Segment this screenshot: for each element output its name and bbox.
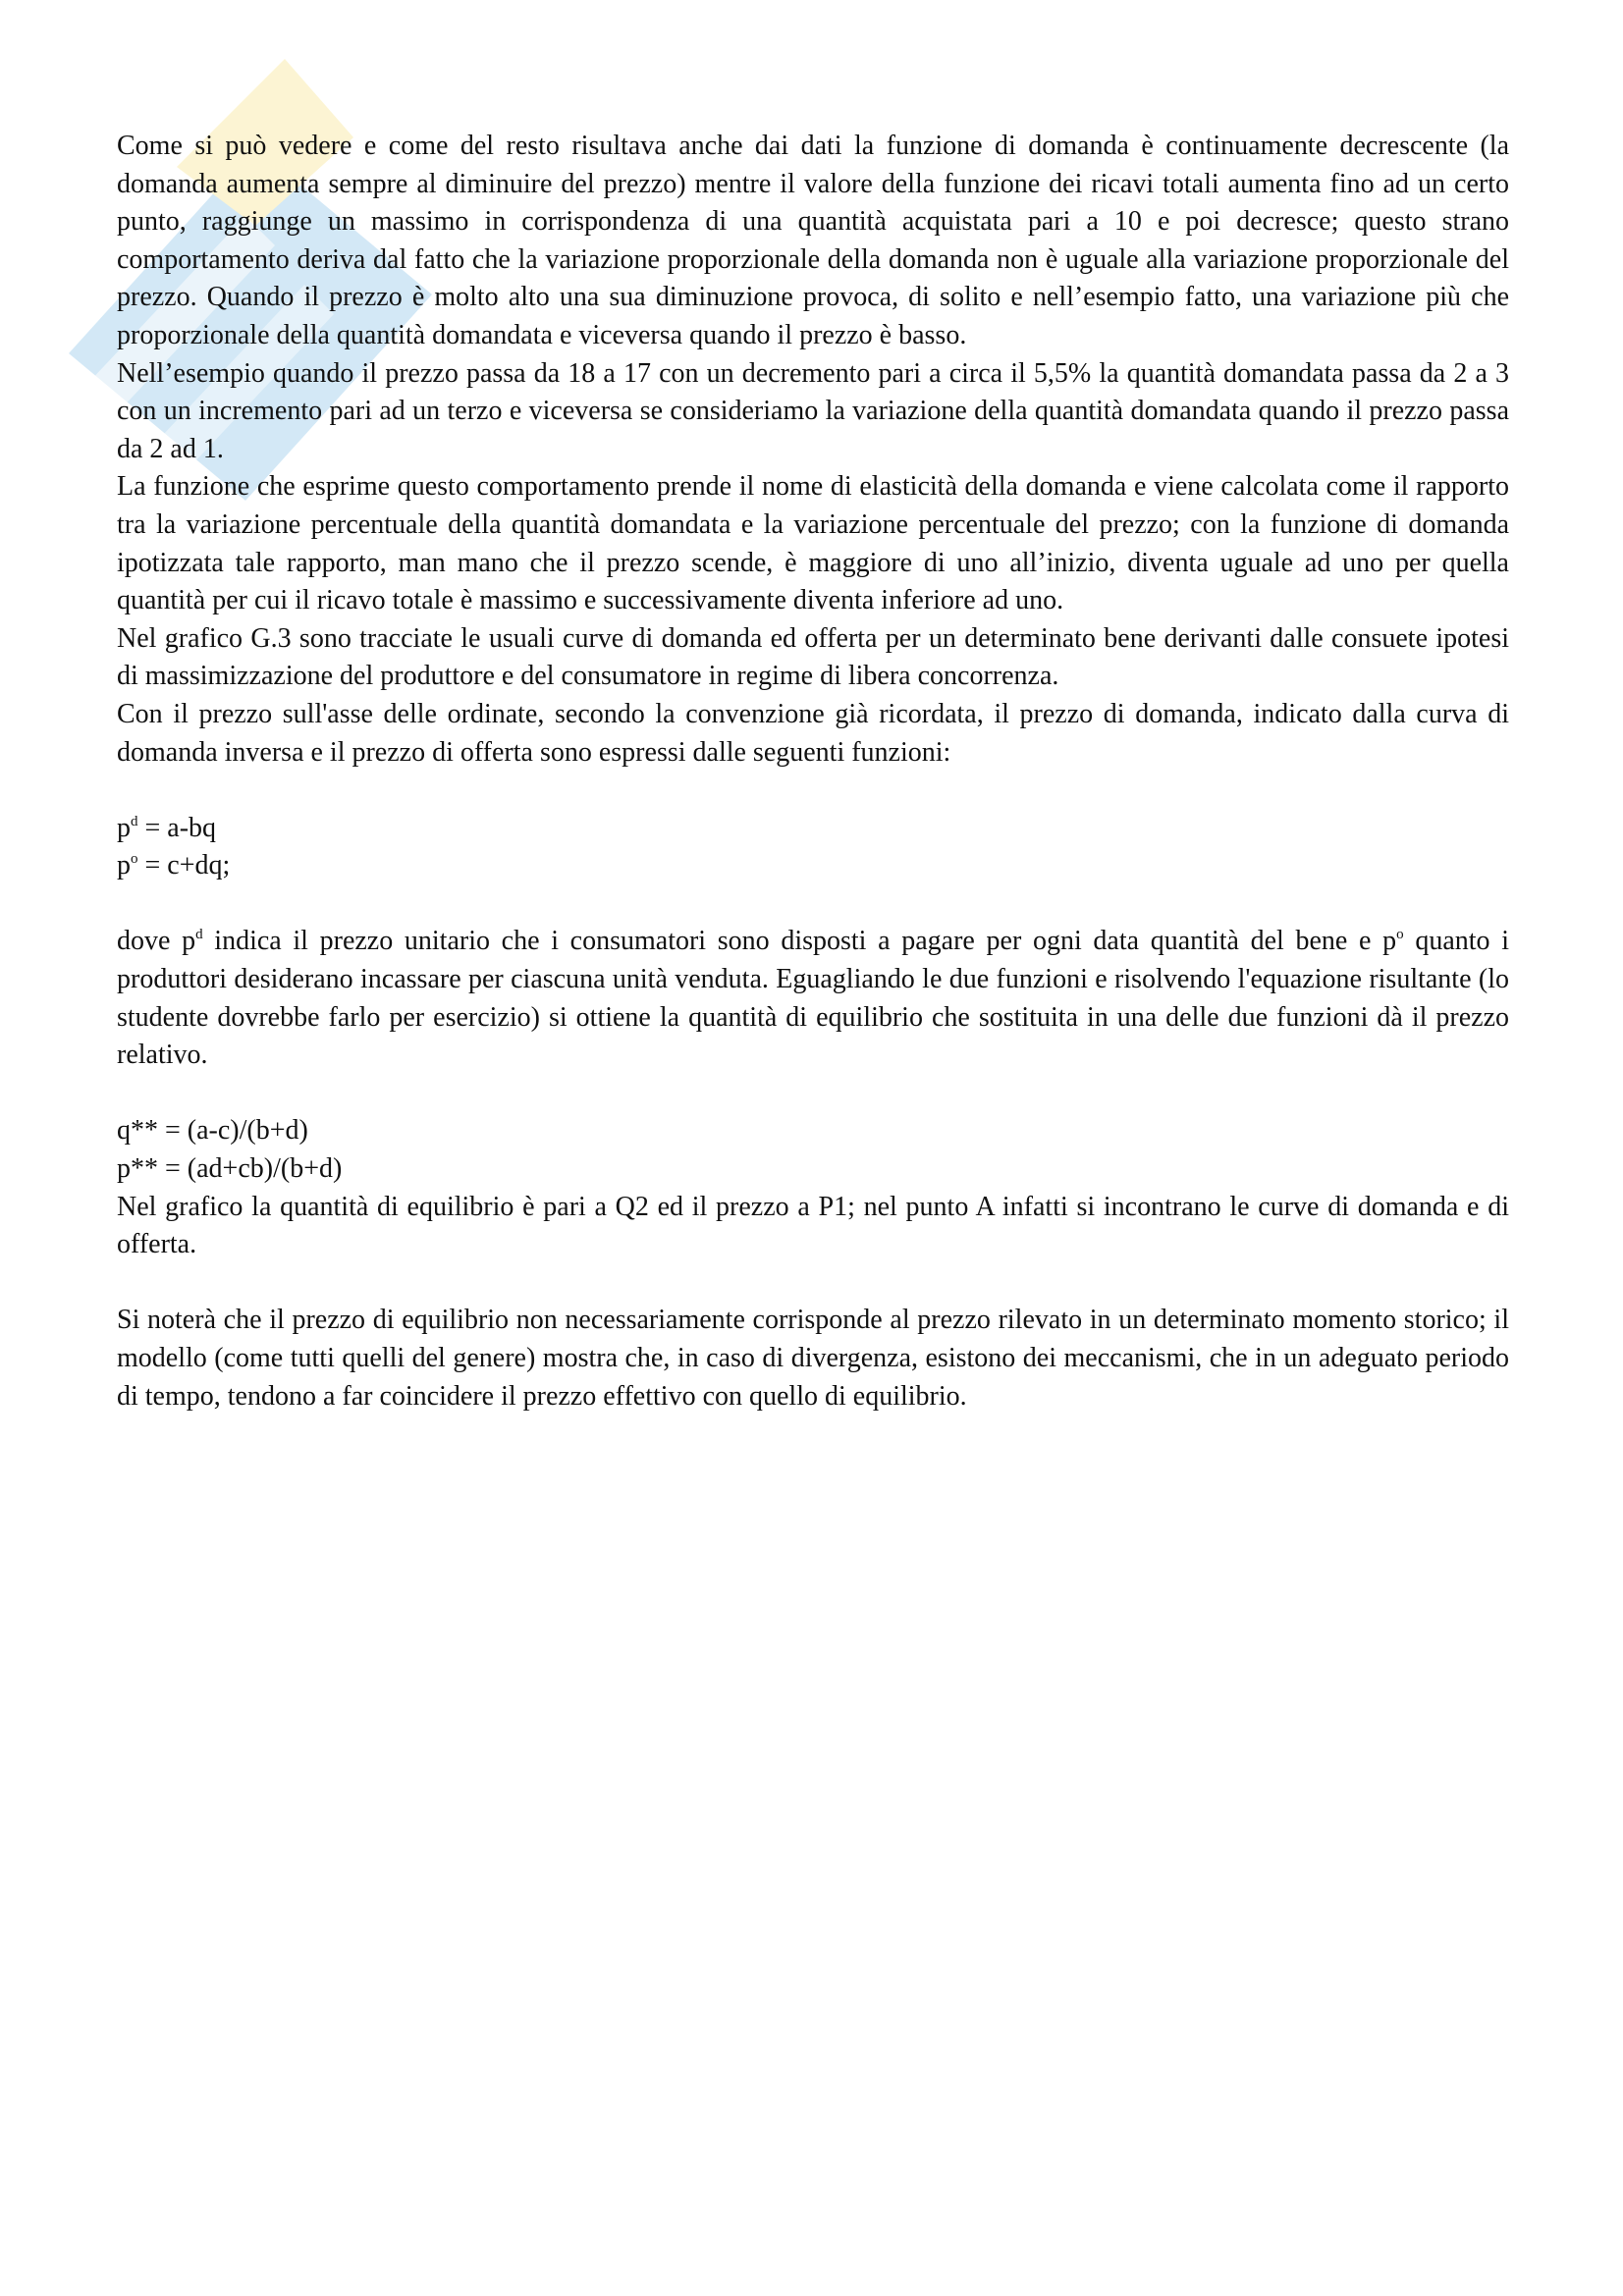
spacer xyxy=(117,1264,1509,1303)
dove-sup2: o xyxy=(1396,927,1404,943)
paragraph-price-axis: Con il prezzo sull'asse delle ordinate, secondo la convenzione già ricordata, il prezzo di domanda, indicato dalla curva di domanda inversa e il prezzo di offerta sono espressi dalle seguenti funzioni: xyxy=(117,698,1509,768)
dove-part3: quanto i produttori desiderano incassare per ciascuna unità venduta. Eguagliando le due funzioni e risolvendo l'equazione risultante (lo studente dovrebbe farlo per esercizio) si ottiene la quantità di equilibrio che sostituita in una delle due funzioni dà il prezzo relativo. xyxy=(117,926,1509,1071)
formula-demand-rest: = a-bq xyxy=(137,812,217,843)
formula-demand-price xyxy=(117,810,1509,848)
paragraph-elasticity: La funzione che esprime questo comportamento prende il nome di elasticità della domanda e viene calcolata come il rapporto tra la variazione percentuale della quantità domandata e la variazione percentuale del prezzo; con la funzione di domanda ipotizzata tale rapporto, man mano che il prezzo scende, è maggiore di uno all’inizio, diventa uguale ad uno per quella quantità per cui il ricavo totale è massimo e successivamente diventa inferiore ad uno. xyxy=(117,471,1509,616)
dove-part2: indica il prezzo unitario che i consumatori sono disposti a pagare per ogni data quantità del bene e p xyxy=(202,926,1397,957)
formula-supply-price xyxy=(117,847,1509,885)
formula-demand-base: p xyxy=(117,812,131,843)
formula-supply-sup: o xyxy=(131,851,138,868)
paragraph-graph-g3: Nel grafico G.3 sono tracciate le usuali curve di domanda ed offerta per un determinato bene derivanti dalle consuete ipotesi di massimizzazione del produttore e del consumatore in regime di libera concorrenza. xyxy=(117,622,1509,692)
spacer xyxy=(117,772,1509,810)
formula-equilibrium-price: p** = (ad+cb)/(b+d) xyxy=(117,1153,343,1185)
dove-sup1: d xyxy=(195,927,203,943)
paragraph-example: Nell’esempio quando il prezzo passa da 18 a 17 con un decremento pari a circa il 5,5% la quantità domandata passa da 2 a 3 con un incremento pari ad un terzo e viceversa se consideriamo la variazione della quantità domandata quando il prezzo passa da 2 ad 1. xyxy=(117,357,1509,464)
paragraph-dove xyxy=(117,923,1509,1074)
document-body xyxy=(117,128,1509,1415)
formula-supply-rest: = c+dq; xyxy=(137,850,231,881)
paragraph-conclusion: Si noterà che il prezzo di equilibrio non necessariamente corrisponde al prezzo rilevato in un determinato momento storico; il modello (come tutti quelli del genere) mostra che, in caso di divergenza, esistono dei meccanismi, che in un adeguato periodo di tempo, tendono a far coincidere il prezzo effettivo con quello di equilibrio. xyxy=(117,1305,1509,1412)
paragraph-equilibrium-graph: Nel grafico la quantità di equilibrio è pari a Q2 ed il prezzo a P1; nel punto A infatti si incontrano le curve di domanda e di offerta. xyxy=(117,1191,1509,1260)
formula-equilibrium-quantity: q** = (a-c)/(b+d) xyxy=(117,1115,308,1147)
dove-part1: dove p xyxy=(117,926,196,957)
formula-supply-base: p xyxy=(117,850,131,881)
spacer xyxy=(117,885,1509,924)
spacer xyxy=(117,1075,1509,1113)
paragraph-demand-function: Come si può vedere e come del resto risultava anche dai dati la funzione di domanda è continuamente decrescente (la domanda aumenta sempre al diminuire del prezzo) mentre il valore della funzione dei ricavi totali aumenta fino ad un certo punto, raggiunge un massimo in corrispondenza di una quantità acquistata pari a 10 e poi decresce; questo strano comportamento deriva dal fatto che la variazione proporzionale della domanda non è uguale alla variazione proporzionale del prezzo. Quando il prezzo è molto alto una sua diminuzione provoca, di solito e nell’esempio fatto, una variazione più che proporzionale della quantità domandata e viceversa quando il prezzo è basso. xyxy=(117,131,1509,350)
formula-demand-sup: d xyxy=(131,813,138,829)
